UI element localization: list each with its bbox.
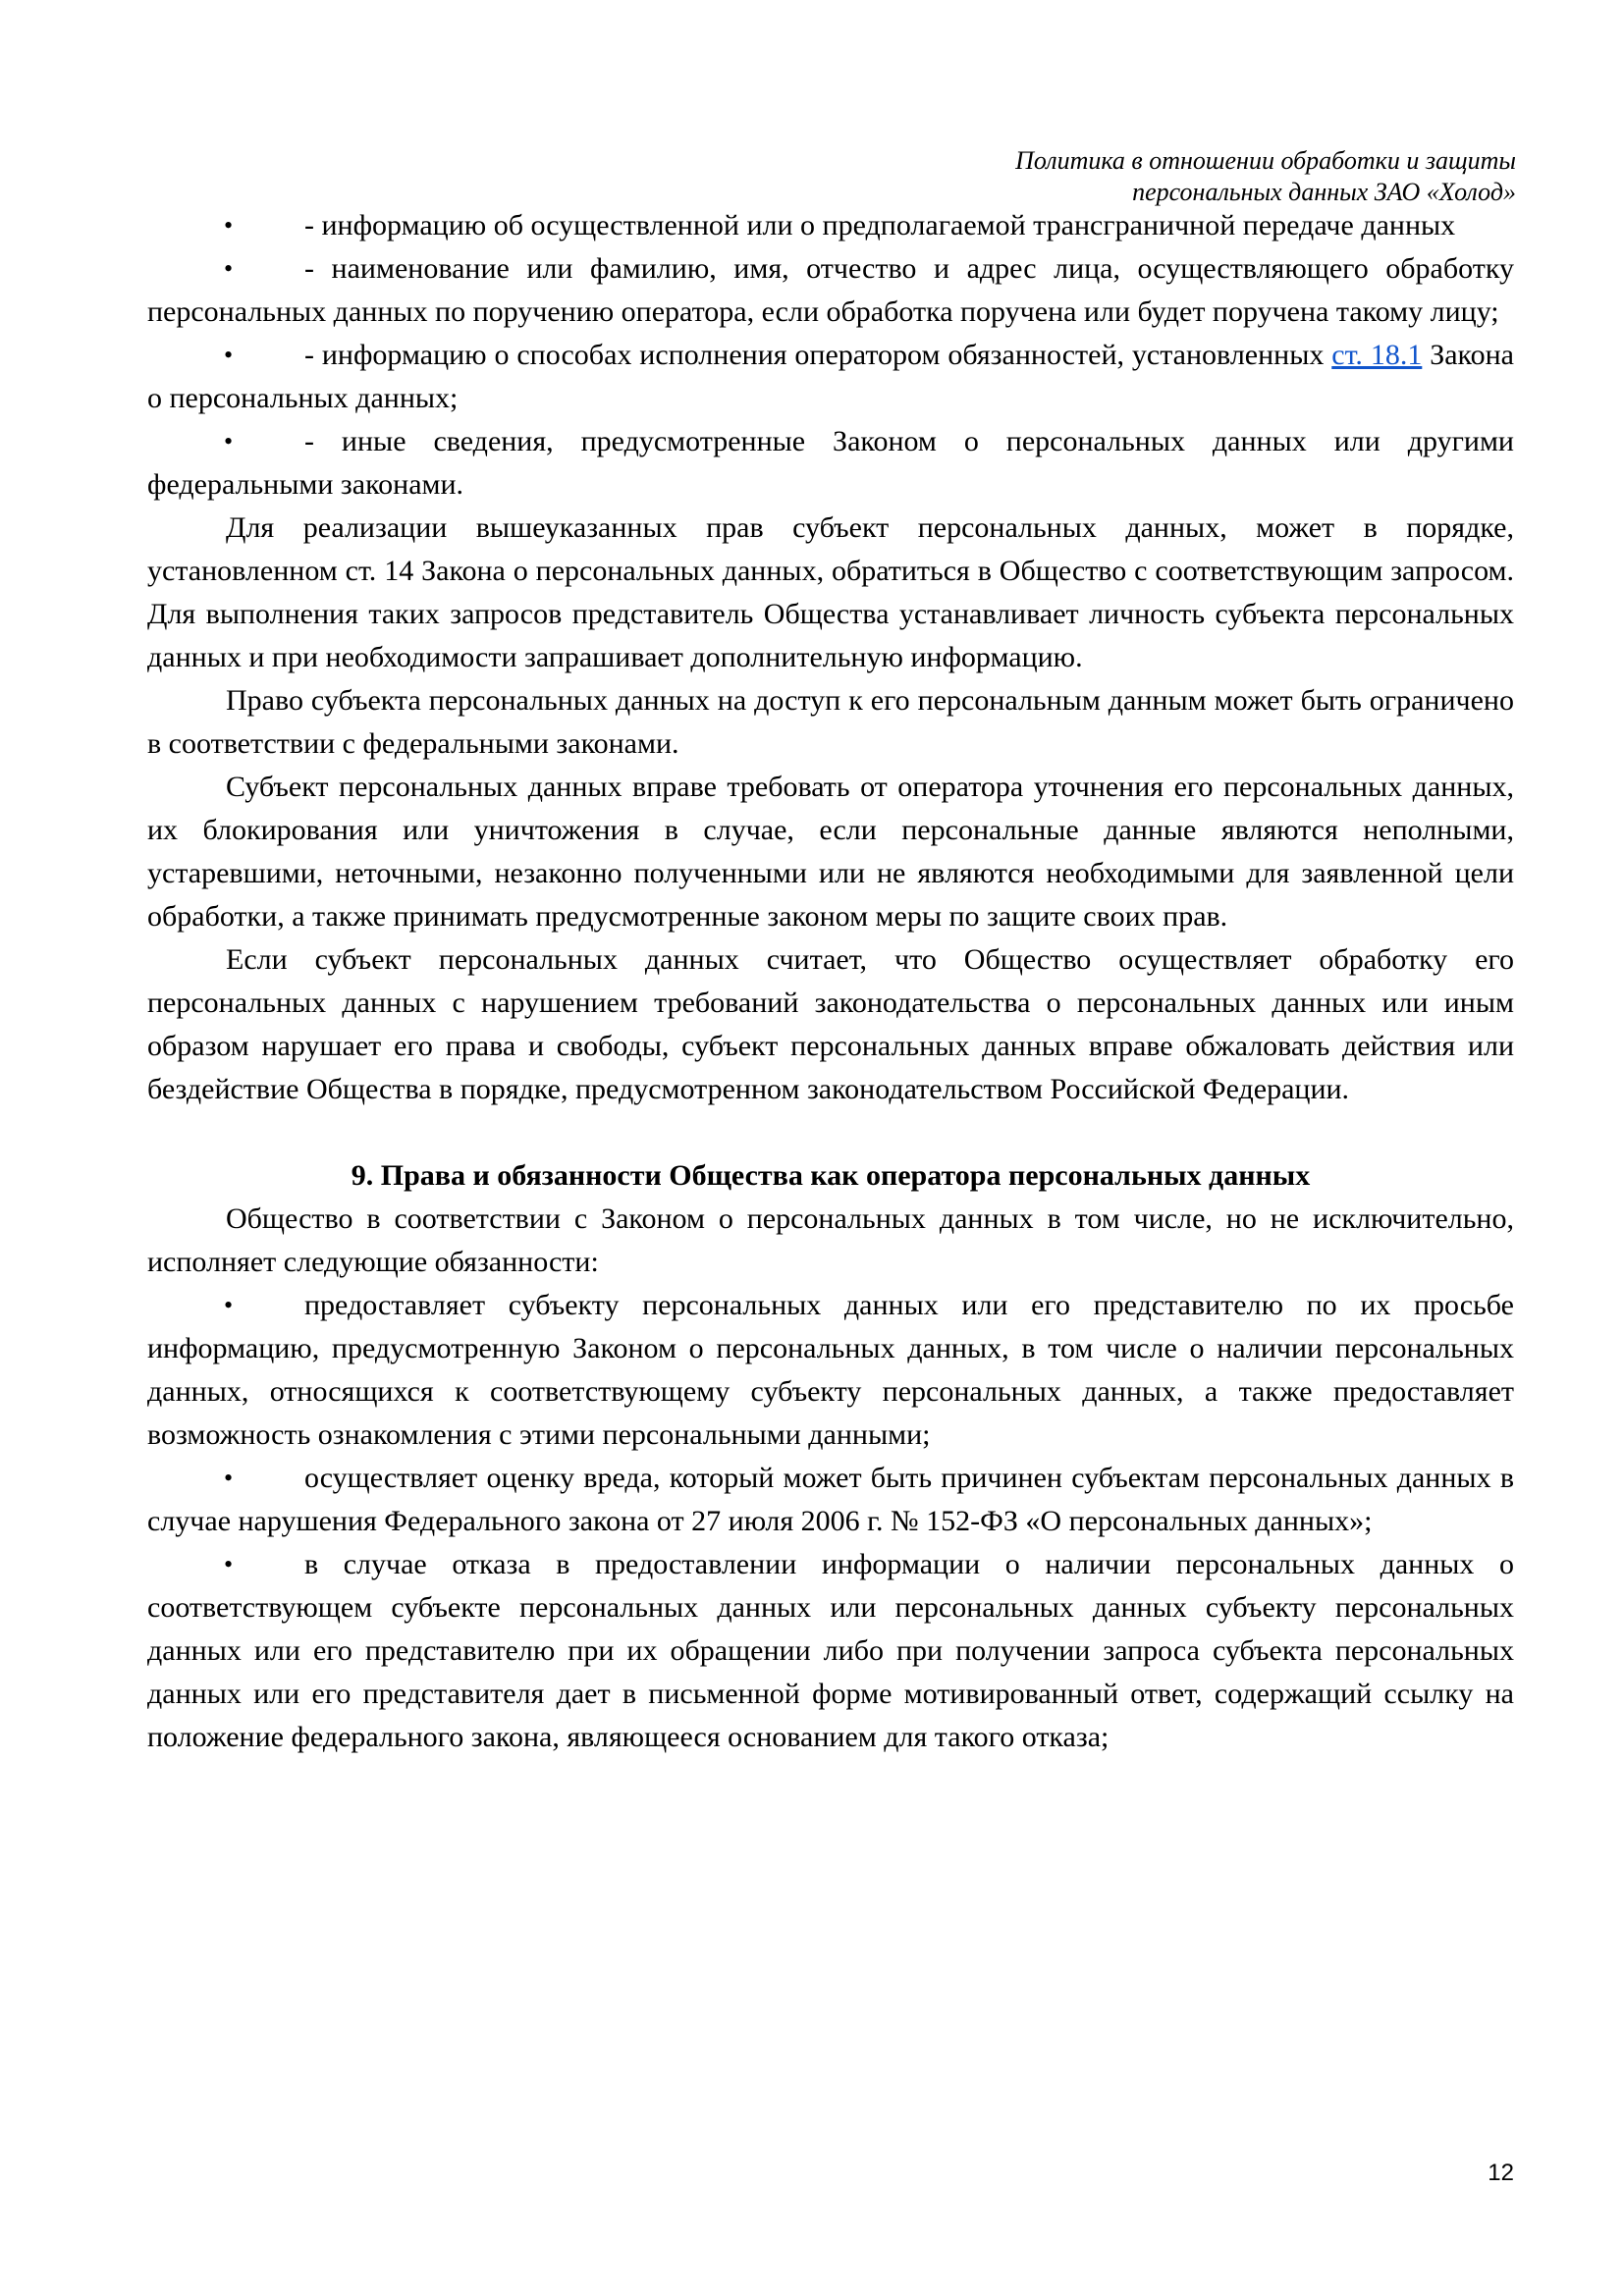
list-item-text: - информацию об осуществленной или о предполагаемой трансграничной передаче данных <box>304 209 1456 241</box>
bullet-icon: • <box>224 1550 234 1578</box>
section-heading: 9. Права и обязанности Общества как оператора персональных данных <box>351 1159 1311 1192</box>
paragraph: Если субъект персональных данных считает, что Общество осуществляет обработку его персональных данных с нарушением требований законодательства о персональных данных или иным образом нарушает его права и свободы, субъект персональных данных вправе обжаловать действия или бездействие Общества в порядке, предусмотренном законодательством Российской Федерации. <box>147 943 1514 1105</box>
bullet-icon: • <box>224 1464 234 1492</box>
list-item-text: - информацию о способах исполнения оператором обязанностей, установленных <box>304 339 1332 371</box>
running-header <box>829 145 1516 208</box>
section-intro: Общество в соответствии с Законом о персональных данных в том числе, но не исключительно, исполняет следующие обязанности: <box>147 1202 1514 1278</box>
list-item-text: осуществляет оценку вреда, который может быть причинен субъектам персональных данных в случае нарушения Федерального закона от 27 июля 2006 г. № 152-ФЗ «О персональных данных»; <box>147 1462 1514 1537</box>
page-number: 12 <box>1488 2160 1514 2186</box>
bullet-icon: • <box>224 254 234 283</box>
list-item <box>147 1284 1514 1457</box>
bullet-icon: • <box>224 341 234 369</box>
list-item-text: Закона о персональных данных; <box>147 339 1514 414</box>
paragraph: Субъект персональных данных вправе требовать от оператора уточнения его персональных данных, их блокирования или уничтожения в случае, если персональные данные являются неполными, устаревшими, неточными, незаконно полученными или не являются необходимыми для заявленной цели обработки, а также принимать предусмотренные законом меры по защите своих прав. <box>147 771 1514 933</box>
header-line-2: персональных данных ЗАО «Холод» <box>1132 178 1516 206</box>
bullet-icon: • <box>224 211 234 240</box>
list-item <box>147 247 1514 334</box>
document-body <box>147 204 1514 1759</box>
list-item-text: - иные сведения, предусмотренные Законом о персональных данных или другими федеральными законами. <box>147 425 1514 501</box>
list-item <box>147 1457 1514 1543</box>
bullet-icon: • <box>224 427 234 455</box>
list-item <box>147 420 1514 507</box>
header-line-1: Политика в отношении обработки и защиты <box>1015 146 1516 175</box>
paragraph: Для реализации вышеуказанных прав субъект персональных данных, может в порядке, установленном ст. 14 Закона о персональных данных, обратиться в Общество с соответствующим запросом. Для выполнения таких запросов представитель Общества устанавливает личность субъекта персональных данных и при необходимости запрашивает дополнительную информацию. <box>147 511 1514 673</box>
list-item-text: - наименование или фамилию, имя, отчество и адрес лица, осуществляющего обработку персональных данных по поручению оператора, если обработка поручена или будет поручена такому лицу; <box>147 252 1514 328</box>
list-item <box>147 334 1514 420</box>
bullet-icon: • <box>224 1291 234 1319</box>
paragraph: Право субъекта персональных данных на доступ к его персональным данным может быть ограничено в соответствии с федеральными законами. <box>147 684 1514 760</box>
list-item <box>147 204 1514 247</box>
list-item-text: в случае отказа в предоставлении информации о наличии персональных данных о соответствующем субъекте персональных данных или персональных данных субъекту персональных данных или его представителю при их обращении либо при получении запроса субъекта персональных данных или его представителя дает в письменной форме мотивированный ответ, содержащий ссылку на положение федерального закона, являющееся основанием для такого отказа; <box>147 1548 1514 1753</box>
list-item-text: предоставляет субъекту персональных данных или его представителю по их просьбе информацию, предусмотренную Законом о персональных данных, в том числе о наличии персональных данных, относящихся к соответствующему субъекту персональных данных, а также предоставляет возможность ознакомления с этими персональными данными; <box>147 1289 1514 1451</box>
list-item <box>147 1543 1514 1759</box>
law-article-link[interactable]: ст. 18.1 <box>1331 339 1423 371</box>
